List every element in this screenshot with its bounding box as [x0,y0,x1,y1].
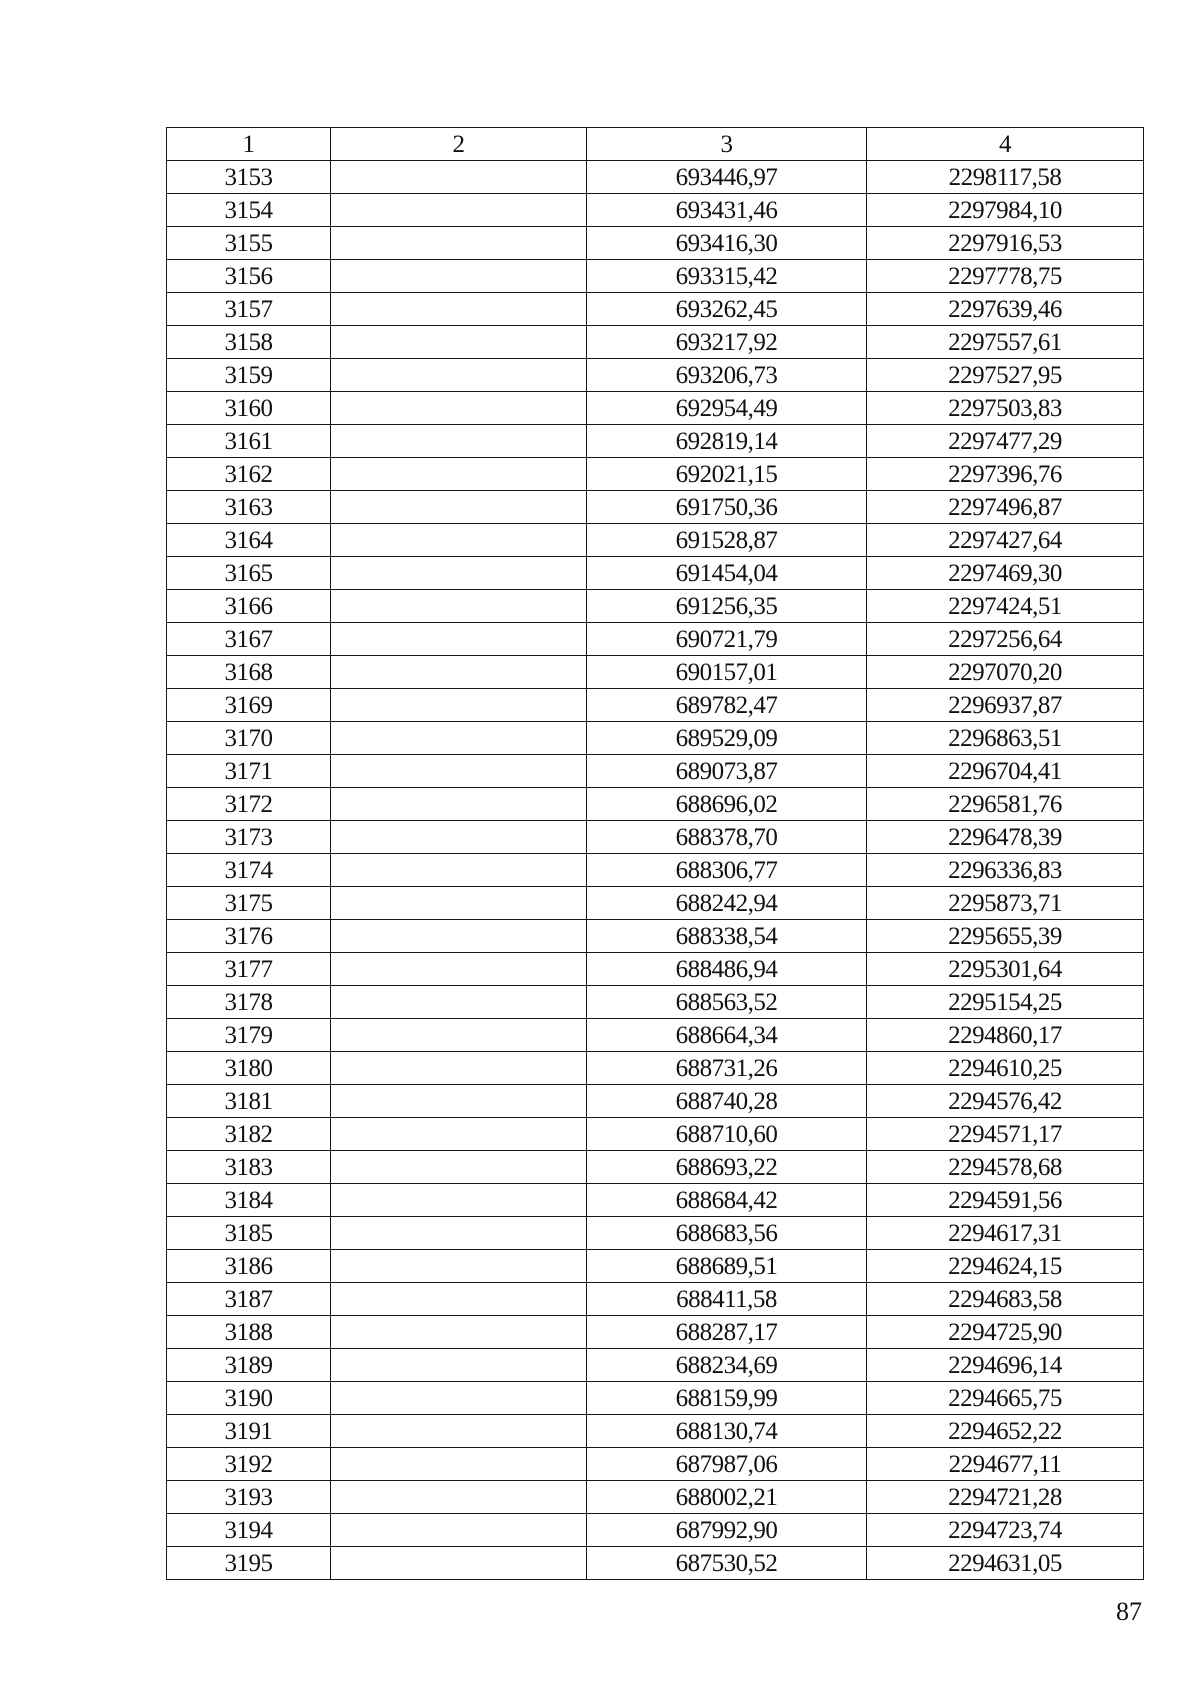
coordinate-x-cell: 692954,49 [587,392,867,425]
coordinate-y-cell: 2294683,58 [867,1283,1144,1316]
coordinate-x-cell: 692819,14 [587,425,867,458]
blank-cell [331,392,587,425]
coordinate-y-cell: 2297916,53 [867,227,1144,260]
coordinate-x-cell: 693217,92 [587,326,867,359]
coordinate-y-cell: 2294617,31 [867,1217,1144,1250]
table-row [167,623,1144,656]
point-number-cell: 3156 [167,260,331,293]
coordinate-y-cell: 2294652,22 [867,1415,1144,1448]
blank-cell [331,656,587,689]
point-number-cell: 3164 [167,524,331,557]
coordinate-x-cell: 688486,94 [587,953,867,986]
table-row [167,260,1144,293]
point-number-cell: 3153 [167,161,331,194]
table-row [167,293,1144,326]
table-row [167,1085,1144,1118]
point-number-cell: 3195 [167,1547,331,1580]
coordinate-x-cell: 688563,52 [587,986,867,1019]
coordinate-y-cell: 2294677,11 [867,1448,1144,1481]
coordinate-x-cell: 688664,34 [587,1019,867,1052]
coordinate-x-cell: 688306,77 [587,854,867,887]
blank-cell [331,689,587,722]
blank-cell [331,425,587,458]
blank-cell [331,1481,587,1514]
table-row [167,689,1144,722]
point-number-cell: 3168 [167,656,331,689]
blank-cell [331,1547,587,1580]
blank-cell [331,755,587,788]
coordinate-y-cell: 2294591,56 [867,1184,1144,1217]
blank-cell [331,1052,587,1085]
blank-cell [331,788,587,821]
coordinate-x-cell: 688242,94 [587,887,867,920]
coordinate-y-cell: 2294725,90 [867,1316,1144,1349]
coordinate-x-cell: 692021,15 [587,458,867,491]
coordinate-x-cell: 693206,73 [587,359,867,392]
table-row [167,1448,1144,1481]
coordinate-x-cell: 693446,97 [587,161,867,194]
blank-cell [331,458,587,491]
coordinate-y-cell: 2294696,14 [867,1349,1144,1382]
coordinate-x-cell: 691528,87 [587,524,867,557]
blank-cell [331,1184,587,1217]
coordinate-y-cell: 2297469,30 [867,557,1144,590]
blank-cell [331,293,587,326]
coordinate-x-cell: 687992,90 [587,1514,867,1547]
blank-cell [331,920,587,953]
point-number-cell: 3181 [167,1085,331,1118]
point-number-cell: 3192 [167,1448,331,1481]
point-number-cell: 3166 [167,590,331,623]
table-row [167,1349,1144,1382]
table-row [167,1052,1144,1085]
coordinate-y-cell: 2297984,10 [867,194,1144,227]
blank-cell [331,524,587,557]
header-cell-col-4: 4 [867,128,1144,161]
coordinate-y-cell: 2296581,76 [867,788,1144,821]
header-cell-col-1: 1 [167,128,331,161]
blank-cell [331,722,587,755]
coordinate-y-cell: 2294631,05 [867,1547,1144,1580]
coordinate-y-cell: 2294624,15 [867,1250,1144,1283]
coordinate-x-cell: 688378,70 [587,821,867,854]
blank-cell [331,260,587,293]
table-row [167,491,1144,524]
blank-cell [331,1019,587,1052]
coordinate-x-cell: 693431,46 [587,194,867,227]
table-row [167,1217,1144,1250]
blank-cell [331,590,587,623]
coordinate-y-cell: 2294723,74 [867,1514,1144,1547]
point-number-cell: 3191 [167,1415,331,1448]
coordinate-x-cell: 688696,02 [587,788,867,821]
table-row [167,590,1144,623]
point-number-cell: 3173 [167,821,331,854]
point-number-cell: 3176 [167,920,331,953]
point-number-cell: 3182 [167,1118,331,1151]
coordinates-table [166,127,1144,1580]
table-row [167,1415,1144,1448]
coordinate-y-cell: 2295154,25 [867,986,1144,1019]
point-number-cell: 3159 [167,359,331,392]
blank-cell [331,1514,587,1547]
point-number-cell: 3193 [167,1481,331,1514]
point-number-cell: 3162 [167,458,331,491]
blank-cell [331,1349,587,1382]
table-row [167,1151,1144,1184]
blank-cell [331,326,587,359]
coordinate-y-cell: 2296863,51 [867,722,1144,755]
point-number-cell: 3161 [167,425,331,458]
coordinate-x-cell: 693416,30 [587,227,867,260]
blank-cell [331,359,587,392]
point-number-cell: 3184 [167,1184,331,1217]
coordinate-x-cell: 693262,45 [587,293,867,326]
point-number-cell: 3188 [167,1316,331,1349]
coordinate-x-cell: 688710,60 [587,1118,867,1151]
table-row [167,1250,1144,1283]
table-row [167,227,1144,260]
coordinate-x-cell: 688002,21 [587,1481,867,1514]
coordinate-y-cell: 2296336,83 [867,854,1144,887]
blank-cell [331,161,587,194]
blank-cell [331,854,587,887]
blank-cell [331,623,587,656]
blank-cell [331,557,587,590]
point-number-cell: 3158 [167,326,331,359]
coordinate-y-cell: 2295655,39 [867,920,1144,953]
coordinate-y-cell: 2294860,17 [867,1019,1144,1052]
table-row [167,359,1144,392]
coordinate-y-cell: 2294576,42 [867,1085,1144,1118]
blank-cell [331,986,587,1019]
point-number-cell: 3167 [167,623,331,656]
point-number-cell: 3171 [167,755,331,788]
table-row [167,194,1144,227]
table-row [167,953,1144,986]
coordinate-x-cell: 688130,74 [587,1415,867,1448]
blank-cell [331,1250,587,1283]
coordinate-x-cell: 689529,09 [587,722,867,755]
coordinate-y-cell: 2294578,68 [867,1151,1144,1184]
table-row [167,1118,1144,1151]
coordinate-x-cell: 690157,01 [587,656,867,689]
point-number-cell: 3190 [167,1382,331,1415]
table-row [167,821,1144,854]
table-body [167,161,1144,1580]
point-number-cell: 3174 [167,854,331,887]
coordinate-x-cell: 688693,22 [587,1151,867,1184]
table-row [167,1316,1144,1349]
table-row [167,722,1144,755]
coordinate-y-cell: 2297477,29 [867,425,1144,458]
coordinate-x-cell: 693315,42 [587,260,867,293]
point-number-cell: 3187 [167,1283,331,1316]
table-row [167,425,1144,458]
blank-cell [331,1382,587,1415]
blank-cell [331,1316,587,1349]
coordinate-y-cell: 2294665,75 [867,1382,1144,1415]
coordinate-y-cell: 2297557,61 [867,326,1144,359]
coordinate-x-cell: 689073,87 [587,755,867,788]
point-number-cell: 3157 [167,293,331,326]
table-row [167,161,1144,194]
coordinate-y-cell: 2295873,71 [867,887,1144,920]
point-number-cell: 3175 [167,887,331,920]
blank-cell [331,1118,587,1151]
page-number: 87 [1116,1597,1142,1626]
header-row [167,128,1144,161]
blank-cell [331,953,587,986]
coordinate-y-cell: 2297424,51 [867,590,1144,623]
table-row [167,920,1144,953]
coordinate-y-cell: 2297503,83 [867,392,1144,425]
table-row [167,656,1144,689]
point-number-cell: 3194 [167,1514,331,1547]
coordinate-x-cell: 690721,79 [587,623,867,656]
point-number-cell: 3154 [167,194,331,227]
coordinate-x-cell: 689782,47 [587,689,867,722]
coordinate-x-cell: 688234,69 [587,1349,867,1382]
table-row [167,854,1144,887]
coordinate-y-cell: 2297396,76 [867,458,1144,491]
coordinate-x-cell: 691256,35 [587,590,867,623]
blank-cell [331,1415,587,1448]
coordinate-y-cell: 2297527,95 [867,359,1144,392]
coordinate-y-cell: 2297778,75 [867,260,1144,293]
blank-cell [331,1085,587,1118]
header-cell-col-3: 3 [587,128,867,161]
table-row [167,788,1144,821]
coordinate-y-cell: 2297496,87 [867,491,1144,524]
coordinate-x-cell: 691750,36 [587,491,867,524]
coordinate-x-cell: 688689,51 [587,1250,867,1283]
table-row [167,1184,1144,1217]
coordinate-x-cell: 687987,06 [587,1448,867,1481]
point-number-cell: 3185 [167,1217,331,1250]
table-row [167,986,1144,1019]
point-number-cell: 3189 [167,1349,331,1382]
table-row [167,755,1144,788]
coordinate-y-cell: 2297427,64 [867,524,1144,557]
table-row [167,1382,1144,1415]
coordinate-y-cell: 2297639,46 [867,293,1144,326]
coordinate-x-cell: 688731,26 [587,1052,867,1085]
table-row [167,326,1144,359]
point-number-cell: 3183 [167,1151,331,1184]
coordinate-y-cell: 2296478,39 [867,821,1144,854]
blank-cell [331,821,587,854]
table-row [167,392,1144,425]
coordinate-x-cell: 688159,99 [587,1382,867,1415]
point-number-cell: 3178 [167,986,331,1019]
blank-cell [331,1283,587,1316]
table-row [167,887,1144,920]
coordinate-x-cell: 688684,42 [587,1184,867,1217]
table-row [167,458,1144,491]
point-number-cell: 3169 [167,689,331,722]
coordinate-y-cell: 2294610,25 [867,1052,1144,1085]
coordinate-x-cell: 688287,17 [587,1316,867,1349]
point-number-cell: 3155 [167,227,331,260]
table-row [167,1019,1144,1052]
coordinate-y-cell: 2294721,28 [867,1481,1144,1514]
blank-cell [331,194,587,227]
coordinate-y-cell: 2295301,64 [867,953,1144,986]
point-number-cell: 3180 [167,1052,331,1085]
coordinate-y-cell: 2294571,17 [867,1118,1144,1151]
coordinate-x-cell: 688740,28 [587,1085,867,1118]
coordinate-x-cell: 687530,52 [587,1547,867,1580]
coordinate-x-cell: 688338,54 [587,920,867,953]
coordinate-x-cell: 691454,04 [587,557,867,590]
table-row [167,557,1144,590]
point-number-cell: 3177 [167,953,331,986]
table-row [167,524,1144,557]
table-row [167,1547,1144,1580]
table-row [167,1283,1144,1316]
point-number-cell: 3172 [167,788,331,821]
table-header [167,128,1144,161]
blank-cell [331,1448,587,1481]
table-row [167,1481,1144,1514]
coordinate-y-cell: 2297070,20 [867,656,1144,689]
coordinate-x-cell: 688683,56 [587,1217,867,1250]
header-cell-col-2: 2 [331,128,587,161]
blank-cell [331,887,587,920]
point-number-cell: 3179 [167,1019,331,1052]
blank-cell [331,491,587,524]
table-row [167,1514,1144,1547]
coordinate-y-cell: 2297256,64 [867,623,1144,656]
blank-cell [331,227,587,260]
coordinate-y-cell: 2296704,41 [867,755,1144,788]
point-number-cell: 3186 [167,1250,331,1283]
coordinate-y-cell: 2296937,87 [867,689,1144,722]
point-number-cell: 3160 [167,392,331,425]
point-number-cell: 3165 [167,557,331,590]
point-number-cell: 3163 [167,491,331,524]
coordinate-y-cell: 2298117,58 [867,161,1144,194]
blank-cell [331,1217,587,1250]
point-number-cell: 3170 [167,722,331,755]
coordinate-x-cell: 688411,58 [587,1283,867,1316]
blank-cell [331,1151,587,1184]
